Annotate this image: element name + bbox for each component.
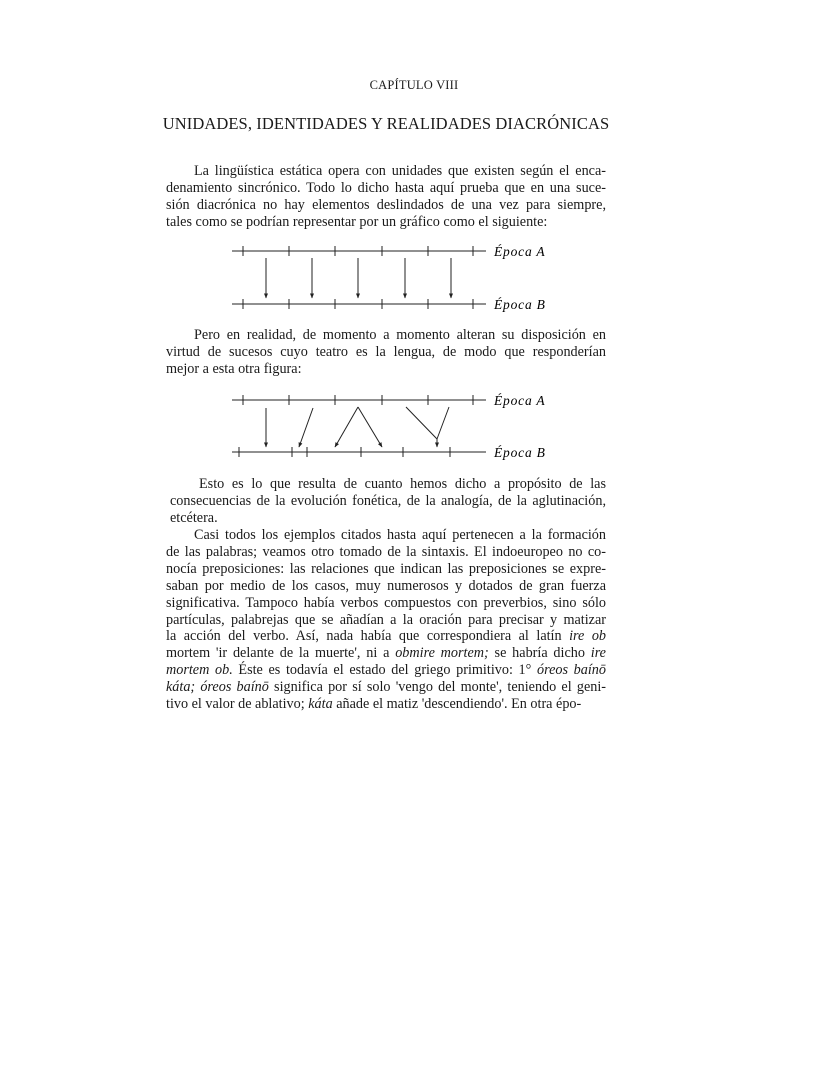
italic-text: mortem ob. (166, 662, 233, 679)
italic-text: obmire mortem; (395, 645, 489, 662)
text-run: saban por medio de los casos, muy numerosos y dotados de gran fuerza (166, 577, 606, 594)
merge-line (437, 407, 449, 439)
diagram-stable-units (0, 240, 828, 310)
text-run: tales como se podrían representar por un gráfico como el siguiente: (166, 213, 548, 230)
text-line (194, 327, 606, 343)
text-line (166, 595, 606, 611)
text-line (166, 197, 606, 213)
text-run: consecuencias de la evolución fonética, de la analogía, de la aglutinación, (170, 492, 606, 509)
text-line (166, 628, 606, 644)
text-run: de las palabras; veamos otro tomado de la sintaxis. El indoeuropeo no co- (166, 543, 606, 560)
italic-text: óreos baínō (537, 662, 606, 679)
italic-text: ire (590, 645, 606, 662)
chapter-number: CAPÍTULO VIII (369, 78, 459, 92)
arrow (335, 407, 358, 447)
epoch-b-label: Época B (494, 445, 546, 460)
text-run: Esto es lo que resulta de cuanto hemos dicho a propósito de las (199, 476, 606, 492)
text-run: denamiento sincrónico. Todo lo dicho hasta aquí prueba que en una suce- (166, 179, 606, 196)
text-line (166, 561, 606, 577)
text-run: añade el matiz 'descendiendo'. En otra épo- (332, 696, 582, 712)
arrow (358, 407, 382, 447)
text-run: tivo el valor de ablativo; (166, 696, 309, 712)
text-line (194, 527, 606, 543)
text-line (166, 612, 606, 628)
text-line (166, 679, 606, 695)
text-run: Pero en realidad, de momento a momento alteran su disposición en (194, 327, 606, 343)
chapter-title: UNIDADES, IDENTIDADES Y REALIDADES DIACRÓNICAS (162, 114, 610, 133)
italic-text: káta (308, 696, 333, 712)
text-run: nocía preposiciones: las relaciones que indican las preposiciones se expre- (166, 560, 606, 577)
text-line (166, 214, 606, 230)
text-line (194, 163, 606, 179)
italic-text: káta; óreos baínō (166, 679, 269, 696)
epoch-a-label: Época A (494, 393, 546, 408)
arrow (299, 408, 313, 447)
merge-line (406, 407, 437, 439)
text-line (170, 510, 606, 526)
text-line (166, 361, 606, 377)
italic-text: ire ob (569, 628, 607, 645)
text-run: partículas, palabrejas que se añadían a la oración para precisar y matizar (166, 611, 606, 628)
text-run: virtud de sucesos cuyo teatro es la lengua, de modo que responderían (166, 343, 606, 360)
text-run: significativa. Tampoco había verbos compuestos con preverbios, sino sólo (166, 594, 606, 611)
text-line (166, 662, 606, 678)
text-line (199, 476, 606, 492)
text-line (166, 696, 606, 712)
text-run: mortem 'ir delante de la muerte', ni a (166, 645, 396, 662)
diagram-shifting-units (0, 389, 828, 459)
epoch-a-label: Época A (494, 244, 546, 259)
text-line (170, 493, 606, 509)
text-run: sión diacrónica no hay elementos deslindados de una vez para siempre, (166, 196, 606, 213)
text-line (166, 544, 606, 560)
text-line (166, 645, 606, 661)
text-run: La lingüística estática opera con unidades que existen según el enca- (194, 163, 606, 179)
text-run: se habría dicho (488, 645, 591, 662)
text-run: la acción del verbo. Así, nada había que correspondiera al latín (166, 628, 570, 645)
text-run: Casi todos los ejemplos citados hasta aquí pertenecen a la formación (194, 527, 606, 543)
text-run: etcétera. (170, 509, 218, 526)
text-line (166, 180, 606, 196)
text-line (166, 578, 606, 594)
epoch-b-label: Época B (494, 297, 546, 312)
text-line (166, 344, 606, 360)
text-run: significa por sí solo 'vengo del monte', teniendo el geni- (268, 679, 607, 696)
text-run: Éste es todavía el estado del griego primitivo: 1° (232, 662, 537, 679)
text-run: mejor a esta otra figura: (166, 360, 302, 377)
